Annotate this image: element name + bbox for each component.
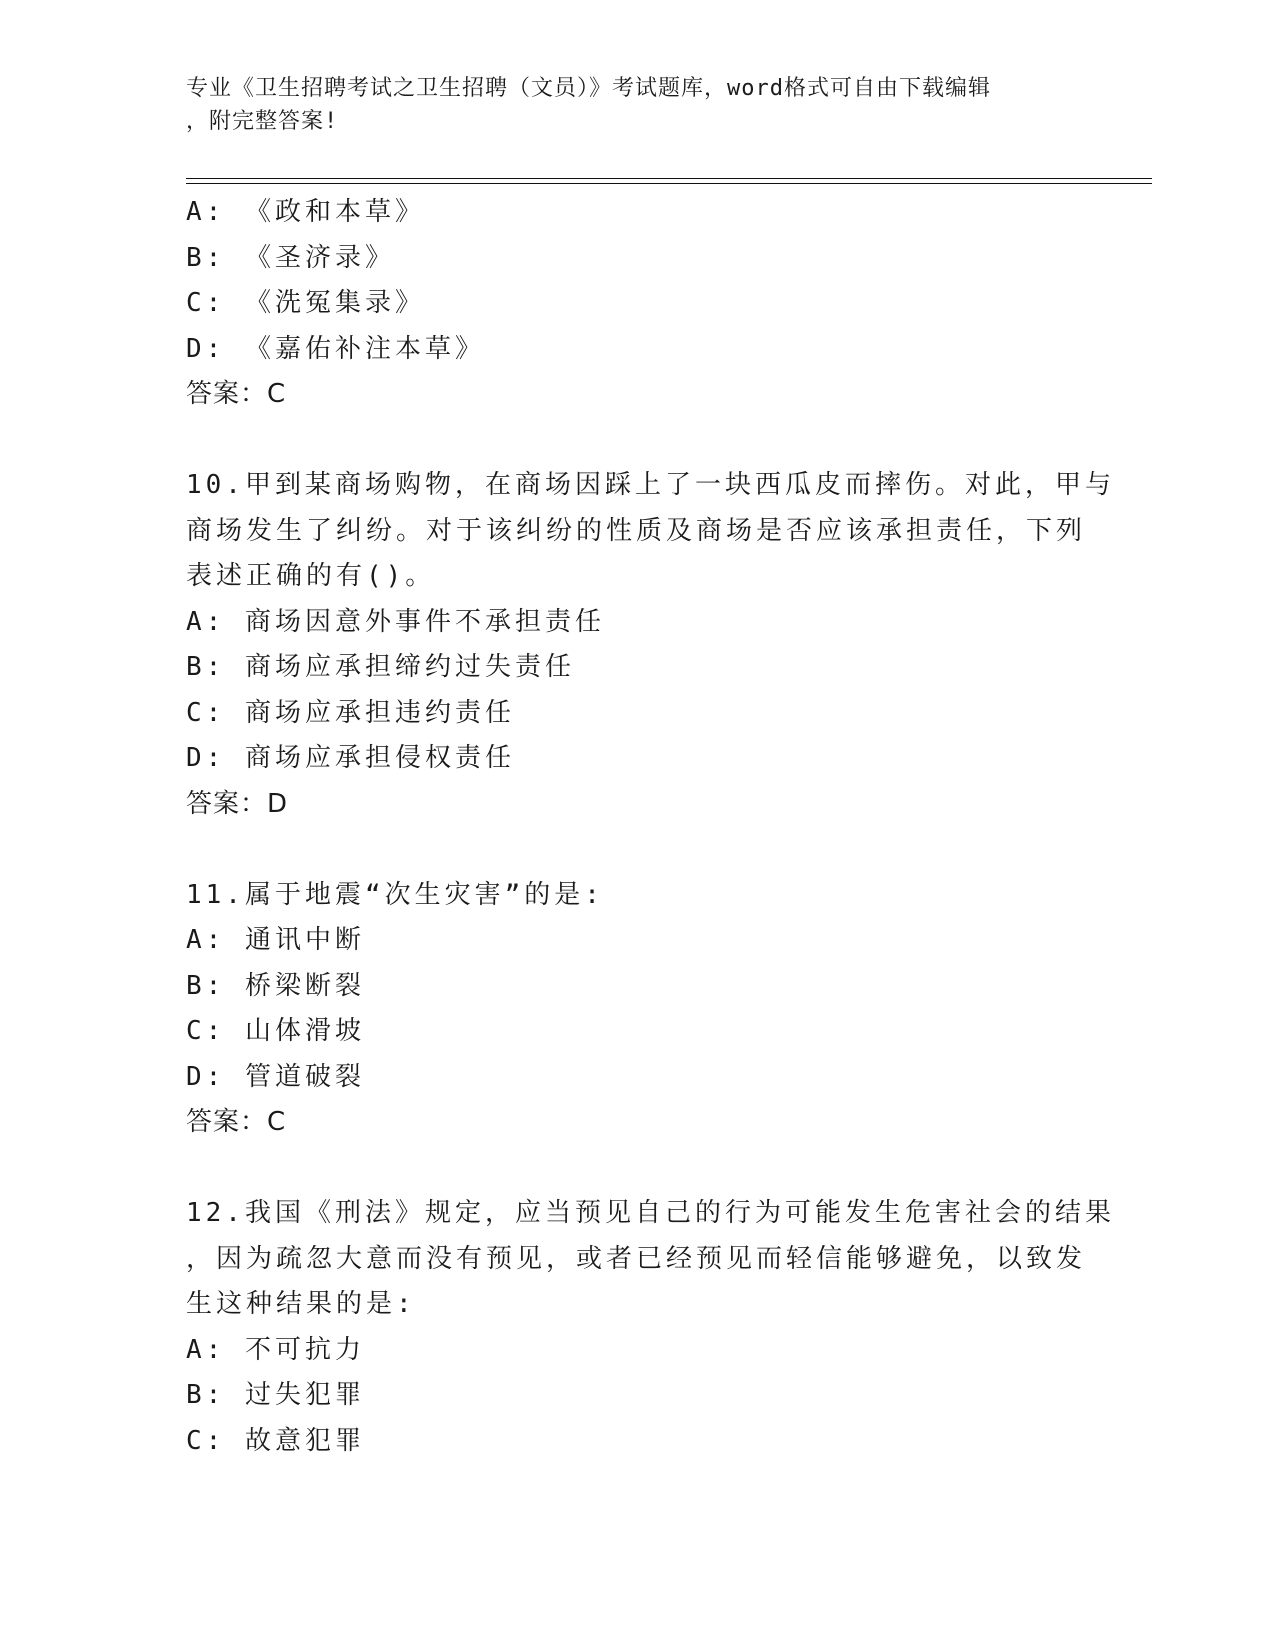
question-stem-line: 商场发生了纠纷。对于该纠纷的性质及商场是否应该承担责任，下列	[186, 515, 1087, 546]
option-d: D: 商场应承担侵权责任	[186, 743, 515, 773]
answer-line: 答案：C	[186, 379, 287, 409]
question-stem-line: ，因为疏忽大意而没有预见，或者已经预见而轻信能够避免，以致发	[186, 1243, 1087, 1274]
option-d: D: 《嘉佑补注本草》	[186, 333, 485, 364]
question-stem-line: 10.甲到某商场购物，在商场因踩上了一块西瓜皮而摔伤。对此，甲与	[186, 470, 1115, 500]
option-c: C: 山体滑坡	[186, 1016, 365, 1046]
question-list	[186, 190, 1115, 1464]
question-stem-line: 生这种结果的是:	[186, 1289, 416, 1319]
option-b: B: 商场应承担缔约过失责任	[186, 652, 575, 682]
question-block-continued	[186, 190, 1076, 418]
option-a: A: 不可抗力	[186, 1334, 365, 1365]
spacer	[186, 418, 1076, 464]
option-c: C: 商场应承担违约责任	[186, 697, 515, 728]
option-b: B: 《圣济录》	[186, 242, 395, 273]
option-d: D: 管道破裂	[186, 1061, 365, 1092]
header-divider-top	[186, 178, 1152, 179]
header-divider-bottom	[186, 183, 1152, 184]
answer-line: 答案：D	[186, 788, 289, 819]
option-c: C: 《洗冤集录》	[186, 288, 425, 318]
option-a: A: 商场因意外事件不承担责任	[186, 606, 605, 637]
header-line-1: 专业《卫生招聘考试之卫生招聘（文员）》考试题库，word格式可自由下载编辑	[186, 76, 991, 101]
option-b: B: 过失犯罪	[186, 1380, 365, 1410]
option-a: A: 通讯中断	[186, 925, 365, 955]
spacer	[186, 827, 1076, 873]
question-block-11	[186, 873, 1076, 1146]
option-c: C: 故意犯罪	[186, 1425, 365, 1456]
question-block-12	[186, 1191, 1115, 1464]
option-b: B: 桥梁断裂	[186, 970, 365, 1001]
question-block-10	[186, 463, 1115, 827]
header-line-2: ，附完整答案!	[186, 109, 339, 134]
question-stem-line: 11.属于地震“次生灾害”的是:	[186, 879, 604, 910]
document-header	[186, 72, 1066, 138]
answer-line: 答案：C	[186, 1107, 287, 1137]
question-stem-line: 表述正确的有()。	[186, 561, 436, 591]
option-a: A: 《政和本草》	[186, 197, 425, 227]
spacer	[186, 1146, 1076, 1192]
question-stem-line: 12.我国《刑法》规定，应当预见自己的行为可能发生危害社会的结果	[186, 1198, 1115, 1228]
